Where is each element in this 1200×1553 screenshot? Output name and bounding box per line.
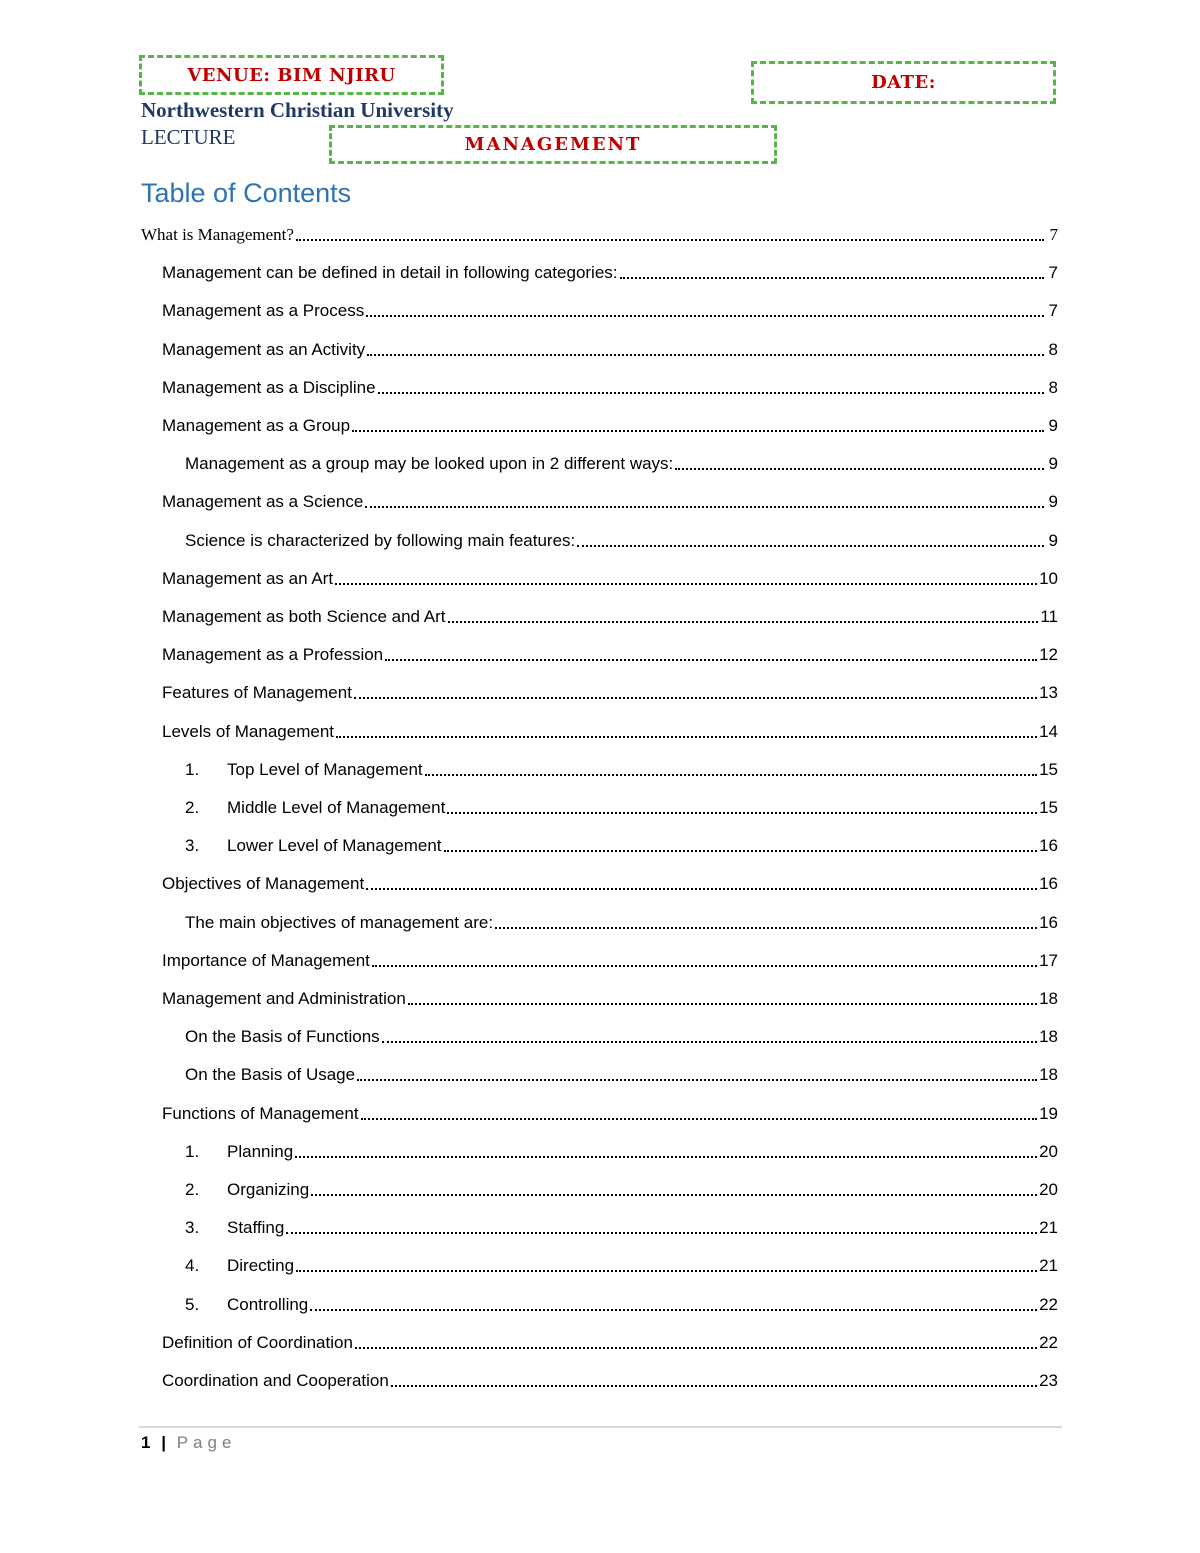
footer-page-number: 1 xyxy=(141,1433,151,1452)
toc-entry[interactable] xyxy=(185,1060,1058,1086)
toc-dot-leader xyxy=(355,1347,1037,1349)
toc-entry-page: 14 xyxy=(1039,721,1058,741)
toc-entry-label: Organizing xyxy=(227,1180,310,1199)
toc-entry-page: 13 xyxy=(1039,683,1058,703)
toc-entry-label: Science is characterized by following main features: xyxy=(185,530,576,550)
footer-page-word: Page xyxy=(176,1433,237,1452)
toc-entry-label: Controlling xyxy=(227,1294,309,1314)
toc-entry-label: Planning xyxy=(227,1141,294,1161)
toc-entry-label: Coordination and Cooperation xyxy=(162,1371,389,1390)
venue-box xyxy=(139,55,444,95)
toc-entry-label: Staffing xyxy=(227,1218,285,1238)
footer-divider xyxy=(139,1426,1062,1428)
toc-entry-page: 9 xyxy=(1048,454,1058,474)
toc-entry-label: The main objectives of management are: xyxy=(185,912,494,932)
toc-entry[interactable] xyxy=(185,793,1058,819)
toc-entry-label: Management can be defined in detail in following categories: xyxy=(162,263,618,283)
toc-entry-page: 22 xyxy=(1039,1294,1058,1314)
toc-dot-leader xyxy=(378,392,1044,394)
toc-entry-page: 19 xyxy=(1039,1103,1058,1123)
toc-dot-leader xyxy=(408,1003,1037,1005)
toc-entry-page: 9 xyxy=(1048,416,1058,435)
toc-entry[interactable] xyxy=(185,1290,1058,1316)
toc-entry-page: 15 xyxy=(1039,759,1058,779)
toc-dot-leader xyxy=(335,583,1037,585)
subject-text: MANAGEMENT xyxy=(464,134,642,155)
toc-entry-page: 16 xyxy=(1039,874,1058,894)
toc-entry-number: 1. xyxy=(185,759,200,779)
toc-entry[interactable] xyxy=(162,373,1058,399)
toc-title: Table of Contents xyxy=(141,178,352,208)
toc-entry-label: Management as an Activity xyxy=(162,339,366,359)
toc-entry[interactable] xyxy=(185,449,1058,475)
toc-dot-leader xyxy=(354,697,1037,699)
toc-entry-label: Features of Management xyxy=(162,683,352,703)
toc-entry-page: 21 xyxy=(1039,1256,1058,1276)
toc-entry-label: Management and Administration xyxy=(162,989,406,1008)
toc-entry[interactable] xyxy=(162,946,1058,972)
toc-entry[interactable] xyxy=(185,1175,1058,1201)
toc-entry-page: 15 xyxy=(1039,798,1058,817)
toc-dot-leader xyxy=(447,812,1037,814)
toc-entry[interactable] xyxy=(162,678,1058,704)
toc-entry-page: 9 xyxy=(1048,530,1058,550)
toc-entry-label: Management as a Process xyxy=(162,301,365,321)
toc-entry-label: Levels of Management xyxy=(162,721,334,741)
toc-entry-page: 22 xyxy=(1039,1332,1058,1352)
toc-entry-number: 5. xyxy=(185,1294,200,1314)
toc-entry-number: 1. xyxy=(185,1141,200,1161)
toc-entry-label: Lower Level of Management xyxy=(227,836,442,856)
toc-entry-number: 3. xyxy=(185,1218,200,1238)
toc-entry[interactable] xyxy=(162,564,1058,590)
toc-entry-number: 3. xyxy=(185,836,200,856)
toc-entry-label: Management as a Discipline xyxy=(162,377,376,397)
toc-dot-leader xyxy=(391,1385,1037,1387)
toc-entry[interactable] xyxy=(162,487,1058,513)
toc-entry-page: 16 xyxy=(1039,912,1058,932)
toc-entry-page: 8 xyxy=(1048,339,1058,359)
toc-entry-label: Management as a Group xyxy=(162,416,351,435)
toc-entry-page: 7 xyxy=(1049,225,1058,244)
date-box xyxy=(751,61,1056,104)
toc-entry-label: On the Basis of Functions xyxy=(185,1027,380,1047)
toc-dot-leader xyxy=(366,315,1044,317)
toc-entry-label: Management as a Profession xyxy=(162,645,384,665)
toc-dot-leader xyxy=(296,239,1044,241)
toc-entry[interactable] xyxy=(185,908,1058,934)
toc-entry-page: 16 xyxy=(1039,836,1058,856)
toc-entry-number: 2. xyxy=(185,1180,200,1199)
toc-entry[interactable] xyxy=(162,984,1058,1010)
toc-entry[interactable] xyxy=(162,602,1058,628)
toc-entry-page: 7 xyxy=(1048,301,1058,321)
toc-dot-leader xyxy=(367,354,1044,356)
toc-entry[interactable] xyxy=(162,640,1058,666)
toc-dot-leader xyxy=(286,1232,1037,1234)
toc-entry[interactable] xyxy=(185,1137,1058,1163)
toc-entry[interactable] xyxy=(141,220,1058,246)
toc-entry-label: On the Basis of Usage xyxy=(185,1065,356,1085)
university-name: Northwestern Christian University xyxy=(141,98,454,122)
toc-entry-label: Management as a Science xyxy=(162,492,364,512)
toc-entry-page: 21 xyxy=(1039,1218,1058,1238)
toc-entry-page: 23 xyxy=(1039,1371,1058,1390)
toc-entry-page: 8 xyxy=(1048,377,1058,397)
toc-entry-page: 11 xyxy=(1040,607,1058,626)
toc-entry-page: 20 xyxy=(1039,1180,1058,1199)
toc-entry-page: 20 xyxy=(1039,1141,1058,1161)
toc-dot-leader xyxy=(372,965,1037,967)
toc-entry-page: 17 xyxy=(1039,950,1058,970)
toc-dot-leader xyxy=(336,736,1037,738)
toc-entry-label: Top Level of Management xyxy=(227,759,423,779)
toc-dot-leader xyxy=(311,1194,1037,1196)
footer-separator: | xyxy=(161,1433,166,1452)
toc-dot-leader xyxy=(444,850,1038,852)
toc-entry[interactable] xyxy=(162,258,1058,284)
toc-entry-page: 7 xyxy=(1048,263,1058,283)
toc-entry-label: Importance of Management xyxy=(162,950,370,970)
toc-entry-page: 18 xyxy=(1039,1027,1058,1047)
toc-entry[interactable] xyxy=(162,411,1058,437)
toc-dot-leader xyxy=(296,1270,1037,1272)
toc-dot-leader xyxy=(495,927,1037,929)
toc-dot-leader xyxy=(295,1156,1037,1158)
subject-box xyxy=(329,125,777,164)
toc-entry-number: 4. xyxy=(185,1256,200,1276)
toc-entry[interactable] xyxy=(185,1213,1058,1239)
lecture-label: LECTURE xyxy=(141,125,236,149)
toc-entry-number: 2. xyxy=(185,798,200,817)
date-text: DATE: xyxy=(871,72,936,93)
toc-dot-leader xyxy=(310,1309,1037,1311)
toc-entry-label: Management as both Science and Art xyxy=(162,607,446,626)
toc-entry-label: Definition of Coordination xyxy=(162,1332,353,1352)
toc-entry-label: Management as an Art xyxy=(162,568,334,588)
toc-dot-leader xyxy=(448,621,1039,623)
toc-dot-leader xyxy=(352,430,1044,432)
page-footer xyxy=(141,1433,236,1453)
toc-entry[interactable] xyxy=(185,526,1058,552)
toc-dot-leader xyxy=(357,1079,1037,1081)
toc-entry[interactable] xyxy=(162,717,1058,743)
toc-dot-leader xyxy=(361,1118,1038,1120)
toc-entry[interactable] xyxy=(185,1022,1058,1048)
toc-dot-leader xyxy=(366,888,1037,890)
toc-dot-leader xyxy=(675,468,1044,470)
toc-entry-label: Management as a group may be looked upon in 2 different ways: xyxy=(185,454,674,474)
toc-dot-leader xyxy=(425,774,1037,776)
toc-entry[interactable] xyxy=(185,831,1058,857)
toc-entry-label: Functions of Management xyxy=(162,1103,359,1123)
toc-entry-page: 10 xyxy=(1039,568,1058,588)
toc-entry[interactable] xyxy=(162,869,1058,895)
toc-entry[interactable] xyxy=(162,1328,1058,1354)
venue-text: VENUE: BIM NJIRU xyxy=(187,64,396,86)
toc-entry[interactable] xyxy=(162,335,1058,361)
toc-dot-leader xyxy=(620,277,1044,279)
toc-entry[interactable] xyxy=(162,1366,1058,1392)
toc-entry-page: 12 xyxy=(1039,645,1058,665)
toc-entry[interactable] xyxy=(162,296,1058,322)
toc-dot-leader xyxy=(365,506,1044,508)
toc-entry-page: 18 xyxy=(1039,989,1058,1008)
toc-entry-page: 18 xyxy=(1039,1065,1058,1085)
toc-entry-page: 9 xyxy=(1048,492,1058,512)
toc-entry-label: Objectives of Management xyxy=(162,874,365,894)
toc-entry-label: What is Management? xyxy=(141,225,294,244)
toc-entry[interactable] xyxy=(185,755,1058,781)
toc-dot-leader xyxy=(382,1041,1037,1043)
toc-dot-leader xyxy=(577,545,1044,547)
toc-entry[interactable] xyxy=(185,1251,1058,1277)
toc-entry-label: Middle Level of Management xyxy=(227,798,446,817)
toc-dot-leader xyxy=(385,659,1037,661)
toc-entry-label: Directing xyxy=(227,1256,295,1276)
toc-entry[interactable] xyxy=(162,1099,1058,1125)
